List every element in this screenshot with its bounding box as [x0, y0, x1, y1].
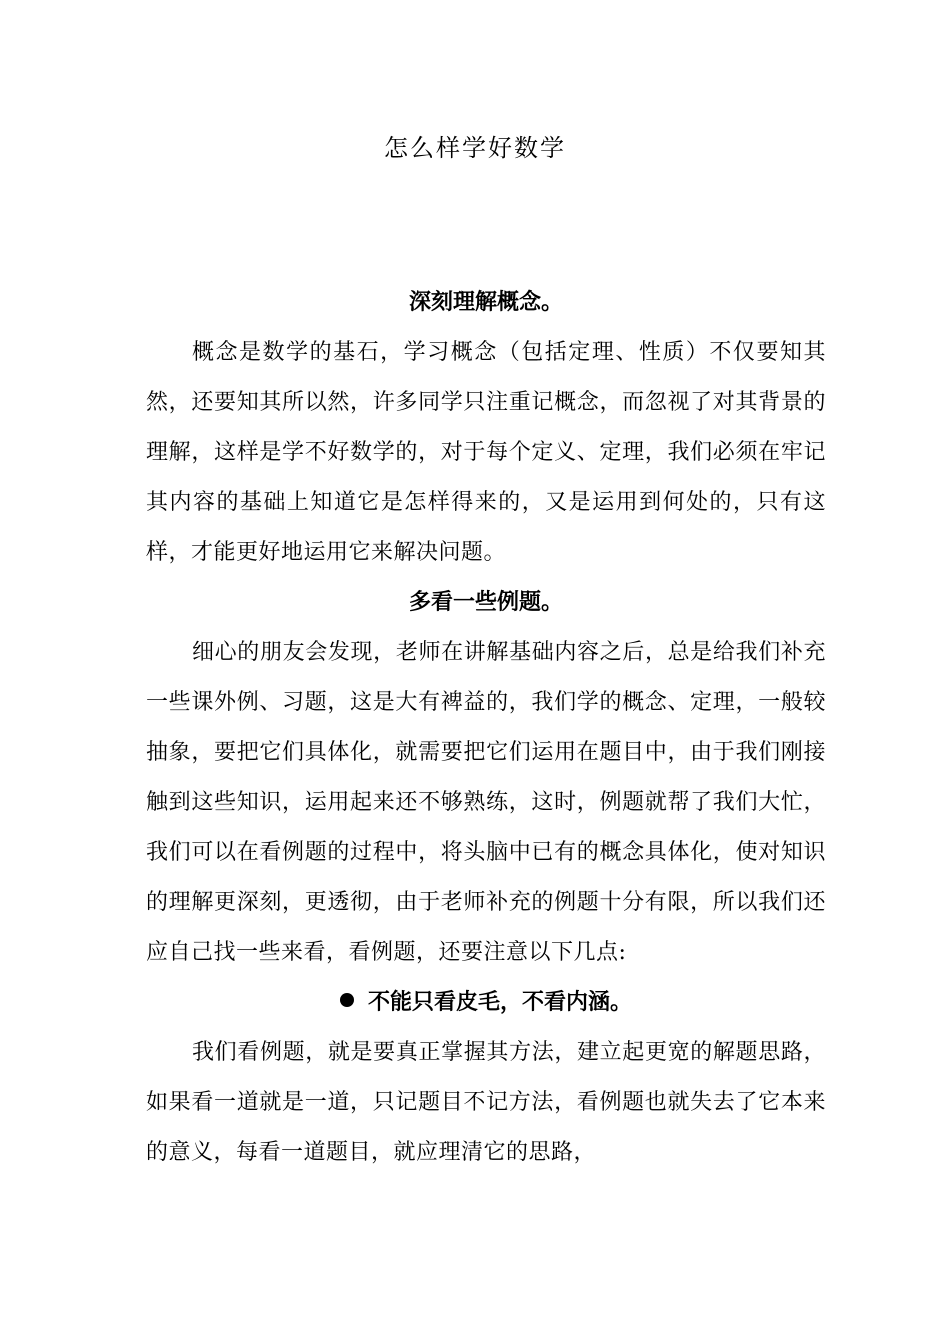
section-paragraph-examples: 细心的朋友会发现，老师在讲解基础内容之后，总是给我们补充一些课外例、习题，这是大有裨益的，我们学的概念、定理，一般较抽象，要把它们具体化，就需要把它们运用在题目中，由于我们刚接触到这些知识，运用起来还不够熟练，这时，例题就帮了我们大忙，我们可以在看例题的过程中，将头脑中已有的概念具体化，使对知识的理解更深刻，更透彻，由于老师补充的例题十分有限，所以我们还应自己找一些来看，看例题，还要注意以下几点:: [146, 640, 826, 965]
bullet-heading: [146, 978, 826, 1028]
section-heading-concepts: 深刻理解概念。: [408, 290, 563, 315]
document-title: 怎么样学好数学: [384, 134, 566, 162]
document-body: [146, 278, 826, 1178]
section-paragraph-concepts: 概念是数学的基石，学习概念（包括定理、性质）不仅要知其然，还要知其所以然，许多同学只注重记概念，而忽视了对其背景的理解，这样是学不好数学的，对于每个定义、定理，我们必须在牢记其内容的基础上知道它是怎样得来的，又是运用到何处的，只有这样，才能更好地运用它来解决问题。: [146, 340, 826, 565]
section-heading-examples: 多看一些例题。: [408, 590, 563, 615]
bullet-heading-text: 不能只看皮毛，不看内涵。: [367, 990, 632, 1015]
bullet-dot-icon: [340, 993, 354, 1007]
bullet-paragraph: 我们看例题，就是要真正掌握其方法，建立起更宽的解题思路，如果看一道就是一道，只记题目不记方法，看例题也就失去了它本来的意义，每看一道题目，就应理清它的思路，: [146, 1040, 826, 1165]
